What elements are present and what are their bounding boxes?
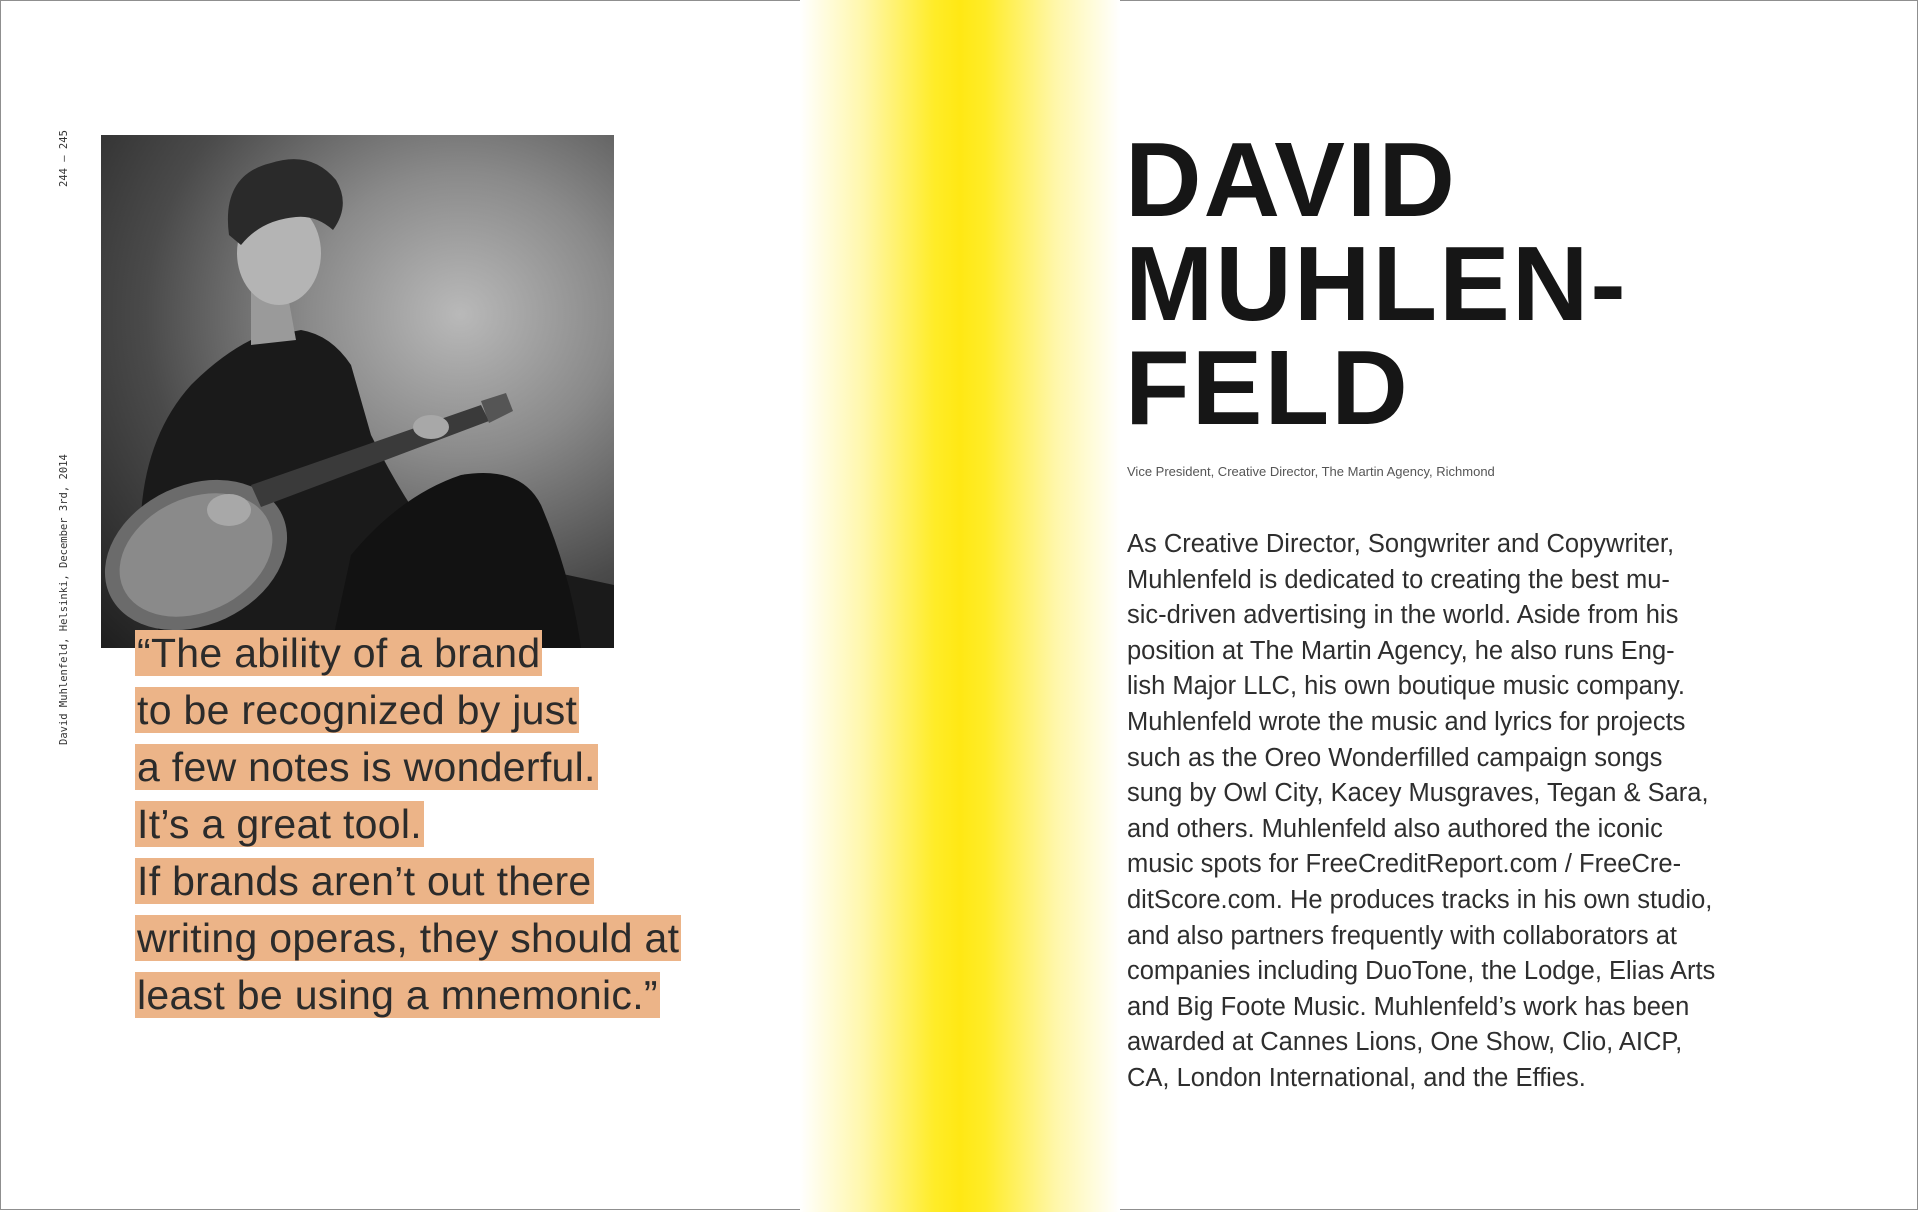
quote-line: writing operas, they should at [137, 915, 680, 961]
bio-line: lish Major LLC, his own boutique music company. [1127, 672, 1685, 701]
bio-line: music spots for FreeCreditReport.com / FreeCre- [1127, 850, 1682, 879]
bio-line: and others. Muhlenfeld also authored the iconic [1127, 814, 1663, 843]
bio-line: CA, London International, and the Effies. [1127, 1063, 1586, 1092]
bio-line: Muhlenfeld wrote the music and lyrics for projects [1127, 707, 1686, 736]
name-line: MUHLEN- [1125, 225, 1628, 343]
quote-line: to be recognized by just [137, 687, 578, 733]
quote-line: “The ability of a brand [137, 630, 541, 676]
pull-quote [135, 625, 795, 1024]
bio-line: awarded at Cannes Lions, One Show, Clio, AICP, [1127, 1028, 1683, 1057]
bio-line: sic-driven advertising in the world. Aside from his [1127, 601, 1679, 630]
bio-line: and Big Foote Music. Muhlenfeld’s work has been [1127, 992, 1690, 1021]
quote-line: a few notes is wonderful. [137, 744, 596, 790]
bio-line: such as the Oreo Wonderfilled campaign songs [1127, 743, 1663, 772]
profile-role: Vice President, Creative Director, The Martin Agency, Richmond [1127, 464, 1495, 479]
bio-line: ditScore.com. He produces tracks in his own studio, [1127, 885, 1713, 914]
name-line: DAVID [1125, 121, 1457, 239]
photo-caption: David Muhlenfeld, Helsinki, December 3rd, 2014 [58, 454, 70, 745]
vertical-folio [58, 125, 78, 745]
page-numbers: 244 — 245 [58, 130, 70, 187]
bio-line: Muhlenfeld is dedicated to creating the best mu- [1127, 565, 1670, 594]
bio-line: sung by Owl City, Kacey Musgraves, Tegan & Sara, [1127, 779, 1709, 808]
quote-line: If brands aren’t out there [137, 858, 592, 904]
bio-line: position at The Martin Agency, he also runs Eng- [1127, 636, 1675, 665]
bio-line: and also partners frequently with collaborators at [1127, 921, 1677, 950]
quote-line: It’s a great tool. [137, 801, 422, 847]
bio-line: As Creative Director, Songwriter and Copywriter, [1127, 530, 1675, 558]
quote-line: least be using a mnemonic.” [137, 972, 658, 1018]
bio-line: companies including DuoTone, the Lodge, Elias Arts [1127, 957, 1716, 986]
yellow-gutter-gradient [800, 0, 1120, 1212]
profile-bio [1127, 527, 1767, 1097]
name-line: FELD [1125, 329, 1410, 447]
profile-name-heading [1125, 121, 1775, 447]
portrait-photo [101, 135, 614, 648]
